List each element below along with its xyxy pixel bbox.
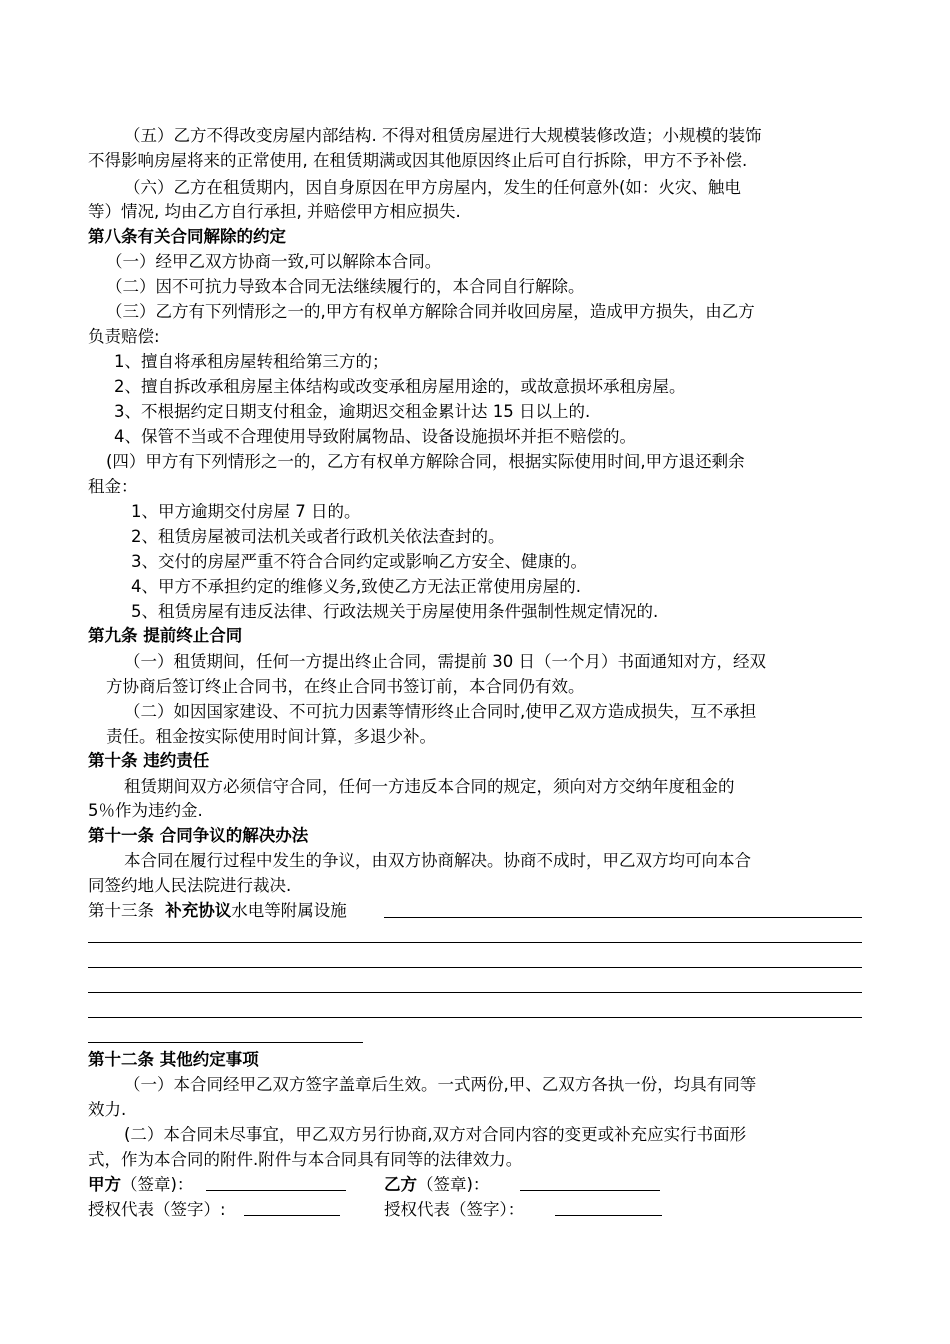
party-b-label: 乙方 bbox=[384, 1175, 417, 1194]
party-b-representative-blank[interactable] bbox=[555, 1215, 662, 1216]
article-8-clause-4-item-4: 4、甲方不承担约定的维修义务,致使乙方无法正常使用房屋的. bbox=[131, 577, 581, 596]
article-9-clause-2-line-1: （二）如因国家建设、不可抗力因素等情形终止合同时,使甲乙双方造成损失，互不承担 bbox=[124, 702, 757, 721]
party-b-seal-label: （签章)： bbox=[417, 1175, 490, 1194]
party-b-representative-label: 授权代表（签字）： bbox=[384, 1200, 525, 1219]
article-9-clause-1-line-2: 方协商后签订终止合同书，在终止合同书签订前，本合同仍有效。 bbox=[106, 677, 585, 696]
article-8-clause-4-item-2: 2、租赁房屋被司法机关或者行政机关依法查封的。 bbox=[131, 527, 505, 546]
article-13-bold-title: 补充协议 bbox=[165, 901, 232, 920]
fill-line-2 bbox=[88, 942, 862, 943]
party-a-seal-blank[interactable] bbox=[206, 1190, 346, 1191]
fill-line-6 bbox=[88, 1042, 363, 1043]
article-12-heading: 第十二条 其他约定事项 bbox=[88, 1050, 259, 1069]
party-b-seal-blank[interactable] bbox=[520, 1190, 660, 1191]
party-a-label: 甲方 bbox=[88, 1175, 121, 1194]
article-10-heading: 第十条 违约责任 bbox=[88, 751, 210, 770]
paragraph-5-line-1: （五）乙方不得改变房屋内部结构. 不得对租赁房屋进行大规模装修改造；小规模的装饰 bbox=[124, 126, 762, 145]
article-8-clause-4-line-2: 租金： bbox=[88, 477, 138, 496]
article-8-clause-3-item-1: 1、擅自将承租房屋转租给第三方的； bbox=[114, 352, 389, 371]
article-8-clause-4-line-1: (四）甲方有下列情形之一的，乙方有权单方解除合同，根据实际使用时间,甲方退还剩余 bbox=[106, 452, 745, 471]
article-8-heading: 第八条有关合同解除的约定 bbox=[88, 227, 286, 246]
article-8-clause-3-item-2: 2、擅自拆改承租房屋主体结构或改变承租房屋用途的，或故意损坏承租房屋。 bbox=[114, 377, 686, 396]
article-9-clause-1-line-1: （一）租赁期间，任何一方提出终止合同，需提前 30 日（一个月）书面通知对方，经双 bbox=[124, 652, 766, 671]
party-a-seal-label: （签章)： bbox=[121, 1175, 194, 1194]
article-8-clause-4-item-5: 5、租赁房屋有违反法律、行政法规关于房屋使用条件强制性规定情况的. bbox=[131, 602, 659, 621]
article-8-clause-1: （一）经甲乙双方协商一致,可以解除本合同。 bbox=[106, 252, 442, 271]
article-8-clause-3-line-2: 负责赔偿: bbox=[88, 327, 160, 346]
paragraph-6-line-2: 等）情况, 均由乙方自行承担, 并赔偿甲方相应损失. bbox=[88, 202, 461, 221]
article-12-clause-1-line-2: 效力. bbox=[88, 1100, 127, 1119]
article-13-prefix: 第十三条 bbox=[88, 901, 154, 920]
fill-line-5 bbox=[88, 1017, 862, 1018]
article-8-clause-3-item-3: 3、不根据约定日期支付租金，逾期迟交租金累计达 15 日以上的. bbox=[114, 402, 591, 421]
article-8-clause-3-line-1: （三）乙方有下列情形之一的,甲方有权单方解除合同并收回房屋，造成甲方损失，由乙方 bbox=[106, 302, 755, 321]
article-11-line-2: 同签约地人民法院进行裁决. bbox=[88, 876, 292, 895]
article-10-line-2: 5％作为违约金. bbox=[88, 801, 203, 820]
article-9-heading: 第九条 提前终止合同 bbox=[88, 626, 243, 645]
party-a-representative-blank[interactable] bbox=[244, 1215, 340, 1216]
article-11-heading: 第十一条 合同争议的解决办法 bbox=[88, 826, 309, 845]
party-a-signature bbox=[88, 1173, 193, 1197]
article-12-clause-2-line-2: 式，作为本合同的附件.附件与本合同具有同等的法律效力。 bbox=[88, 1150, 523, 1169]
article-9-clause-2-line-2: 责任。租金按实际使用时间计算，多退少补。 bbox=[106, 727, 436, 746]
paragraph-5-line-2: 不得影响房屋将来的正常使用, 在租赁期满或因其他原因终止后可自行拆除，甲方不予补偿. bbox=[88, 151, 748, 170]
party-b-signature bbox=[384, 1173, 489, 1197]
paragraph-6-line-1: （六）乙方在租赁期内，因自身原因在甲方房屋内，发生的任何意外(如：火灾、触电 bbox=[124, 178, 741, 197]
article-8-clause-2: （二）因不可抗力导致本合同无法继续履行的，本合同自行解除。 bbox=[106, 277, 585, 296]
article-13-line bbox=[88, 899, 347, 923]
article-8-clause-3-item-4: 4、保管不当或不合理使用导致附属物品、设备设施损坏并拒不赔偿的。 bbox=[114, 427, 636, 446]
article-8-clause-4-item-3: 3、交付的房屋严重不符合合同约定或影响乙方安全、健康的。 bbox=[131, 552, 587, 571]
article-13-text: 水电等附属设施 bbox=[231, 901, 347, 920]
fill-line-4 bbox=[88, 992, 862, 993]
party-a-representative-label: 授权代表（签字）: bbox=[88, 1200, 226, 1219]
article-12-clause-2-line-1: (二）本合同未尽事宜，甲乙双方另行协商,双方对合同内容的变更或补充应实行书面形 bbox=[124, 1125, 747, 1144]
fill-line-1 bbox=[384, 917, 862, 918]
article-8-clause-4-item-1: 1、甲方逾期交付房屋 7 日的。 bbox=[131, 502, 361, 521]
article-11-line-1: 本合同在履行过程中发生的争议，由双方协商解决。协商不成时，甲乙双方均可向本合 bbox=[124, 851, 751, 870]
article-10-line-1: 租赁期间双方必须信守合同，任何一方违反本合同的规定，须向对方交纳年度租金的 bbox=[124, 777, 735, 796]
article-12-clause-1-line-1: （一）本合同经甲乙双方签字盖章后生效。一式两份,甲、乙双方各执一份，均具有同等 bbox=[124, 1075, 757, 1094]
fill-line-3 bbox=[88, 967, 862, 968]
